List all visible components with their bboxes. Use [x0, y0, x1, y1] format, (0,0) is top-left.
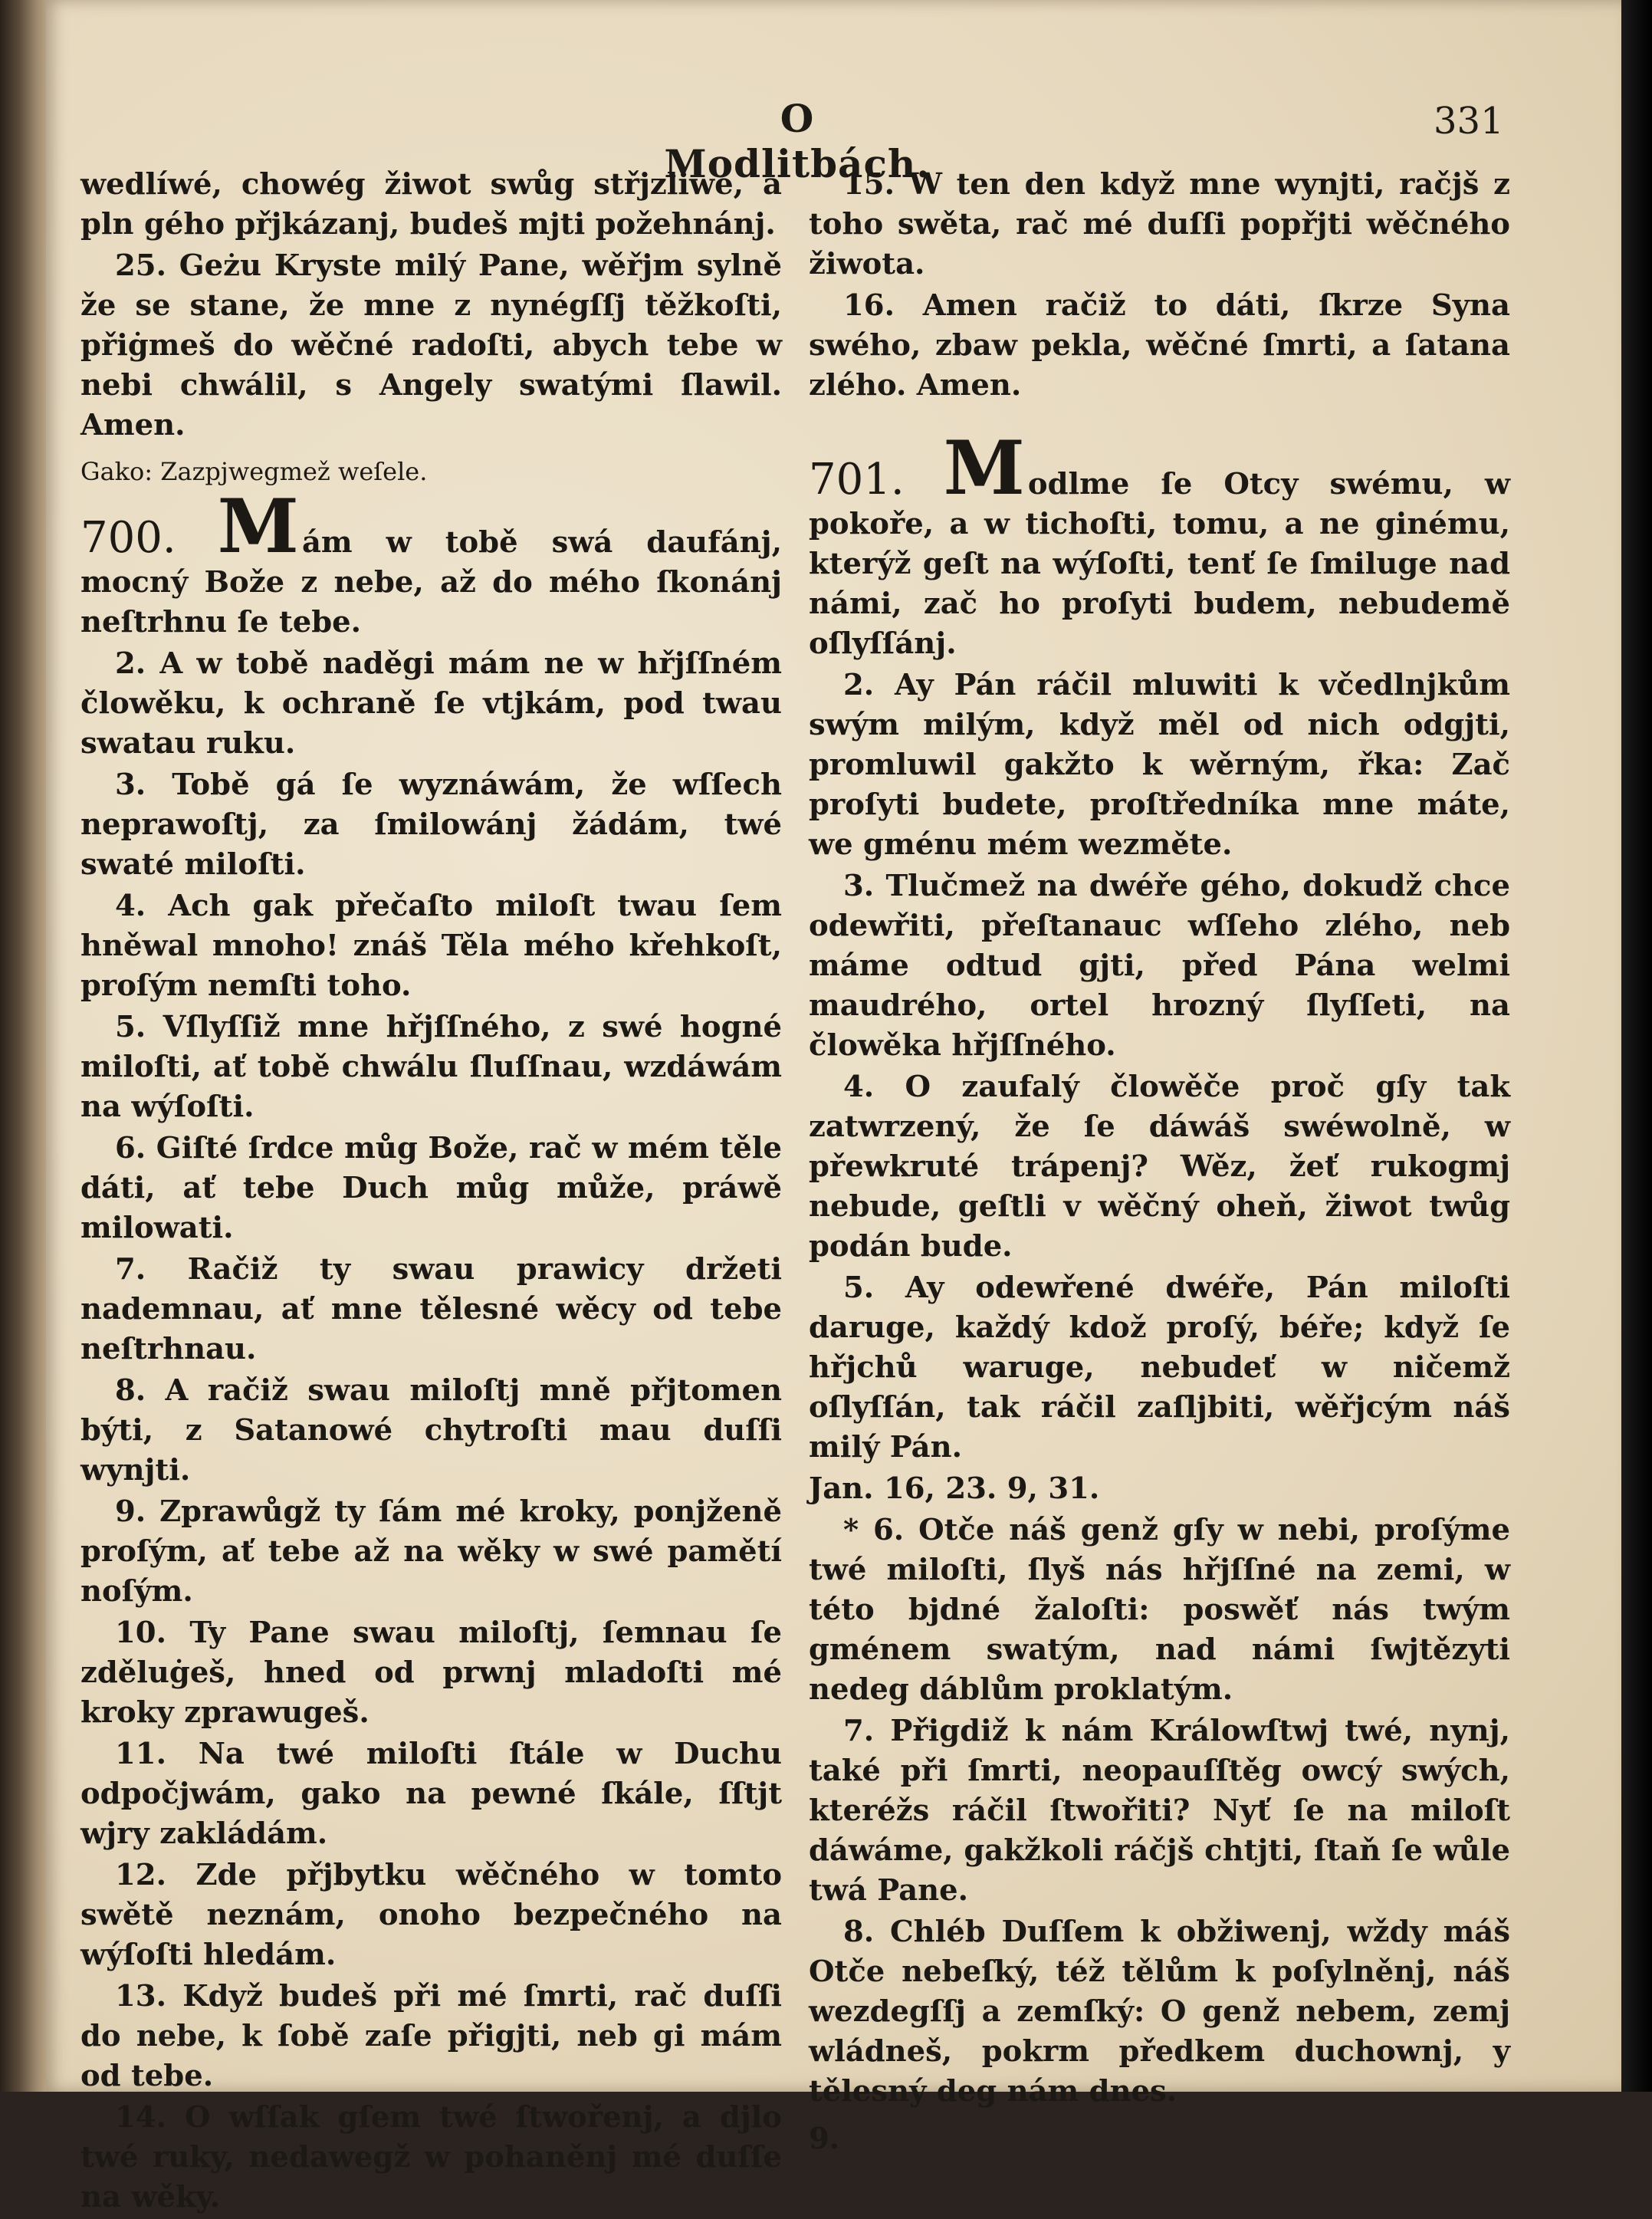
verse-6: 6. Giſté ſrdce můg Bože, rač w mém těle dáti, ať tebe Duch můg může, práwě milowati. [80, 1131, 782, 1245]
page-number: 331 [1434, 100, 1504, 143]
verse-7: 7. Račiž ty swau prawicy držeti nademnau, ať mne tělesné wěcy od tebe neſtrhnau. [80, 1252, 782, 1366]
tune-reference: Gako: Zazpjwegmež weſele. [80, 457, 428, 486]
hymn-701-verse-1 [809, 425, 1510, 664]
verse-9: 9. Zprawůgž ty ſám mé kroky, ponjženě proſým, ať tebe až na wěky w swé pamětí noſým. [80, 1494, 782, 1609]
verse-7: 7. Přigdiž k nám Králowſtwj twé, nynj, také při ſmrti, neopauſſtěg owcý swých, kteréžs ráčil ſtwořiti? Nyť ſe na miloſt dáwáme, gakžkoli ráčjš chtjti, ſtaň ſe wůle twá Pane. [809, 1714, 1510, 1908]
running-head: O Modlitbách. [664, 96, 931, 186]
left-column [80, 165, 782, 2219]
verse-8: 8. Chléb Duſſem k obžiwenj, wždy máš Otče nebeſký, též tělům k poſylněnj, náš wezdegſſj a zemſký: O genž nebem, zemj wládneš, pokrm předkem duchownj, y tělesný deg nám dnes. [809, 1915, 1510, 2109]
scan-border [1621, 0, 1652, 2092]
verse-14: 14. O wſſak gſem twé ſtwořenj, a djlo twé ruky, nedawegž w pohaněnj mé duſſe na wěky. [80, 2100, 782, 2214]
verse-13: 13. Když budeš při mé ſmrti, rač duſſi do nebe, k ſobě zaſe přigjti, neb gi mám od tebe. [80, 1979, 782, 2093]
verse-text: ám w tobě swá daufánj, mocný Bože z nebe, až do mého ſkonánj neſtrhnu ſe tebe. [80, 525, 782, 639]
drop-cap: M [943, 425, 1025, 511]
verse-text: odlme ſe Otcy swému, w pokoře, a w tichoſti, tomu, a ne ginému, kterýž geſt na wýſoſti, tenť ſe ſmiluge nad námi, zač ho proſyti budem, nebudemě oſlyſſánj. [809, 467, 1510, 661]
hymn-number: 701. [809, 455, 905, 505]
verse-4: 4. Ach gak přečaſto miloſt twau ſem hněwal mnoho! znáš Těla mého křehkoſt, proſým nemſti toho. [80, 889, 782, 1003]
verse-12: 12. Zde přjbytku wěčného w tomto swětě neznám, onoho bezpečného na wýſoſti hledám. [80, 1858, 782, 1972]
verse-3: 3. Tobě gá ſe wyznáwám, že wſſech neprawoſtj, za ſmilowánj žádám, twé swaté miloſti. [80, 768, 782, 882]
verse-8: 8. A račiž swau miloſtj mně přjtomen býti, z Satanowé chytroſti mau duſſi wynjti. [80, 1373, 782, 1488]
hymn-number: 700. [80, 513, 176, 563]
hymn-gap [809, 407, 1510, 438]
scripture-reference: Jan. 16, 23. 9, 31. [809, 1471, 1100, 1506]
catchword: 9. [809, 2122, 840, 2156]
verse-5: 5. Ay odewřené dwéře, Pán miloſti daruge, každý kdož proſý, béře; když ſe hřjchů waruge, nebudeť w ničemž oſlyſſán, tak ráčil zaſljbiti, wěřjcým náš milý Pán. [809, 1271, 1510, 1465]
verse-6: * 6. Otče náš genž gſy w nebi, proſýme twé miloſti, ſlyš nás hřjſſné na zemi, w této bjdné žaloſti: poswěť nás twým gménem swatým, nad námi ſwjtězyti nedeg dáblům proklatým. [809, 1513, 1510, 1707]
continued-verse: wedlíwé, chowég žiwot swůg střjzliwé, a pln gého přjkázanj, budeš mjti požehnánj. [80, 167, 782, 242]
verse-10: 10. Ty Pane swau miloſtj, ſemnau ſe zděluġeš, hned od prwnj mladoſti mé kroky zprawugeš. [80, 1616, 782, 1730]
verse-25: 25. Geżu Kryste milý Pane, wěřjm sylně že se stane, že mne z nynégſſj těžkoſti, přiġmeš do wěčné radoſti, abych tebe w nebi chwálil, s Angely swatými ſlawil. Amen. [80, 248, 782, 442]
verse-11: 11. Na twé miloſti ſtále w Duchu odpočjwám, gako na pewné ſkále, ſſtjt wjry zakládám. [80, 1737, 782, 1851]
drop-cap: M [217, 483, 299, 570]
verse-3: 3. Tlučmež na dwéře gého, dokudž chce odewřiti, přeſtanauc wſſeho zlého, neb máme odtud gjti, před Pána welmi maudrého, ortel hrozný ſlyſſeti, na člowěka hřjſſného. [809, 869, 1510, 1063]
right-column [809, 165, 1510, 2161]
verse-16: 16. Amen račiž to dáti, ſkrze Syna swého, zbaw pekla, wěčné ſmrti, a ſatana zlého. Amen. [809, 288, 1510, 403]
verse-5: 5. Vſlyſſiž mne hřjſſného, z swé hogné miloſti, ať tobě chwálu ſluſſnau, wzdáwám na wýſoſti. [80, 1010, 782, 1124]
verse-4: 4. O zaufalý člowěče proč gſy tak zatwrzený, že ſe dáwáš swéwolně, w přewkruté trápenj? Wěz, žeť rukogmj nebude, geſtli v wěčný oheň, žiwot twůg podán bude. [809, 1070, 1510, 1264]
hymn-700-verse-1 [80, 483, 782, 643]
verse-15: 15. W ten den když mne wynjti, račjš z toho swěta, rač mé duſſi popřjti wěčného žiwota. [809, 167, 1510, 281]
verse-2: 2. Ay Pán ráčil mluwiti k včedlnjkům swým milým, když měl od nich odgjti, promluwil gakžto k wěrným, řka: Zač proſyti budete, proſtředníka mne máte, we gménu mém wezměte. [809, 668, 1510, 862]
verse-2: 2. A w tobě naděgi mám ne w hřjſſném člowěku, k ochraně ſe vtjkám, pod twau swatau ruku. [80, 646, 782, 761]
